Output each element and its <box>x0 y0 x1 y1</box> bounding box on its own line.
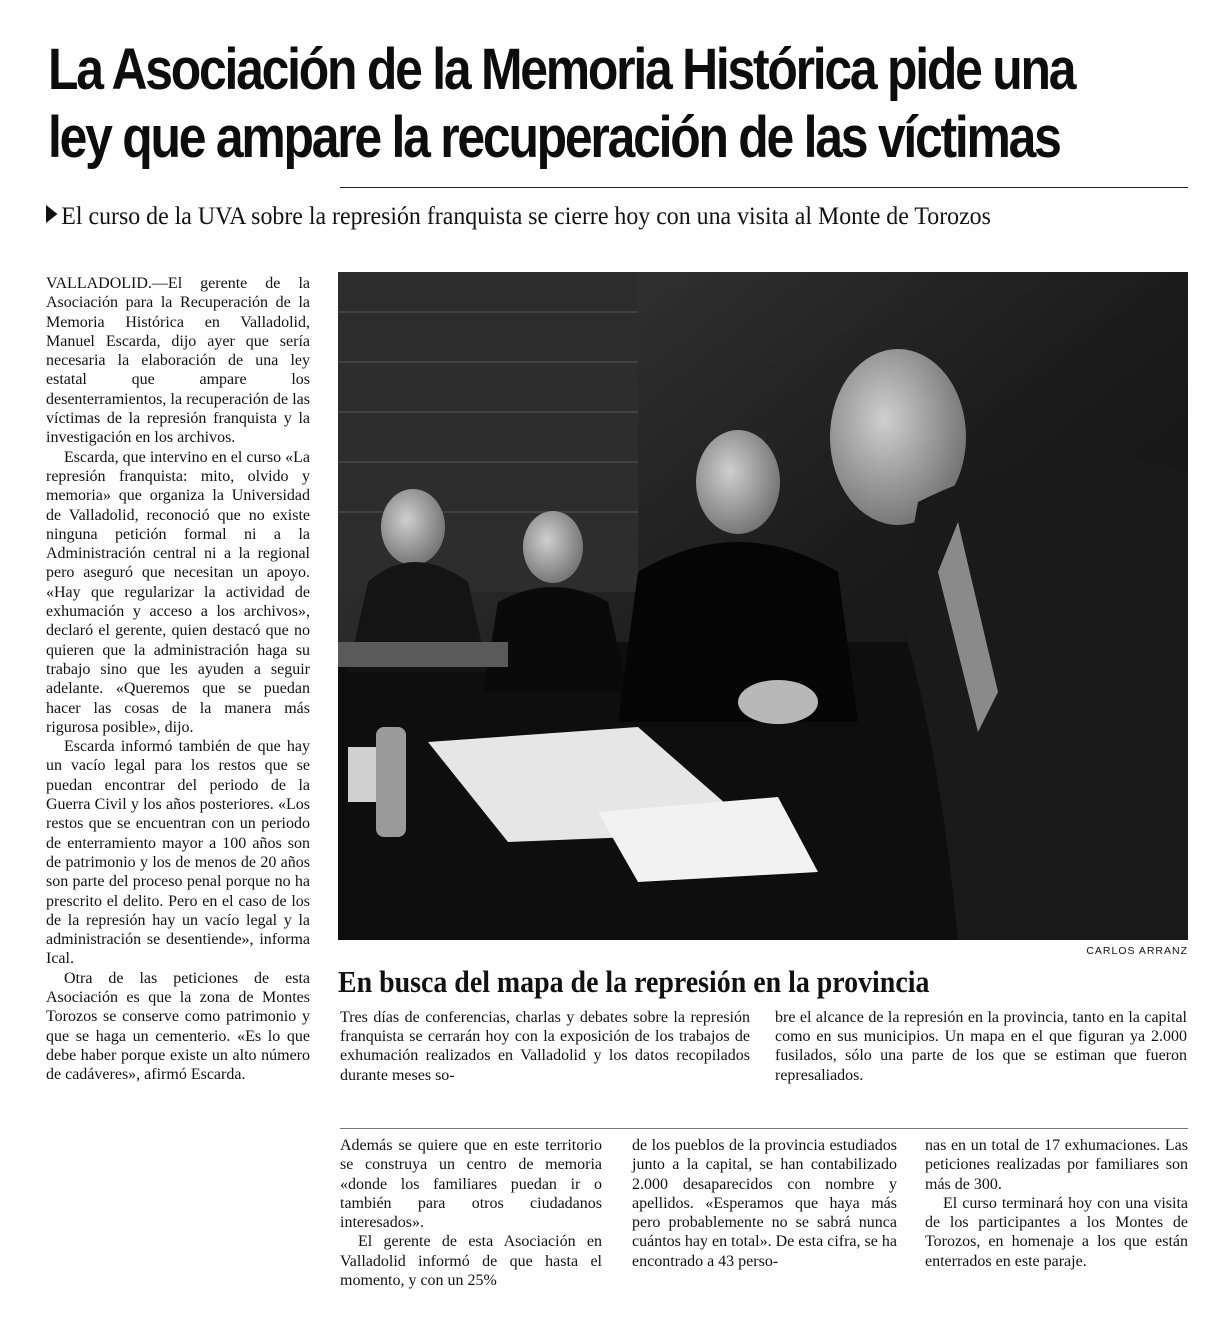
sidebar-column-3 <box>925 1136 1188 1271</box>
paragraph: El curso terminará hoy con una visita de los participantes a los Montes de Torozos, en homenaje a los que están enterrados en este paraje. <box>925 1194 1188 1270</box>
triangle-bullet-icon <box>46 205 57 223</box>
headline <box>48 36 1075 172</box>
news-photo <box>338 272 1188 940</box>
headline-line-2: ley que ampare la recuperación de las víctimas <box>48 105 1060 170</box>
sidebar-divider <box>340 1128 1188 1129</box>
sidebar-title: En busca del mapa de la represión en la provincia <box>338 964 930 999</box>
photo-credit: CARLOS ARRANZ <box>1086 945 1188 957</box>
deck <box>46 200 1173 234</box>
paragraph: VALLADOLID.—El gerente de la Asociación para la Recuperación de la Memoria Histórica en Valladolid, Manuel Escarda, dijo ayer que sería necesaria la elaboración de una ley estatal que ampare los desenterramientos, la recuperación de las víctimas de la represión franquista y la investigación en los archivos. <box>46 275 310 447</box>
paragraph: El gerente de esta Asociación en Valladolid informó de que hasta el momento, y con un 25% <box>340 1233 602 1290</box>
headline-line-1: La Asociación de la Memoria Histórica pide una <box>48 37 1075 102</box>
deck-rule <box>340 187 1188 188</box>
sidebar-intro-right <box>775 1008 1187 1085</box>
paragraph: bre el alcance de la represión en la provincia, tanto en la capital como en sus municipios. Un mapa en el que figuran ya 2.000 fusilados, sólo una parte de los que se estiman que fueron represaliados. <box>775 1009 1187 1084</box>
paragraph: Escarda, que intervino en el curso «La represión franquista: mito, olvido y memoria» que organiza la Universidad de Valladolid, reconoció que no existe ninguna petición formal ni a la Administración central ni a la regional pero aseguró que necesitan un apoyo. «Hay que regularizar la actividad de exhumación y acceso a los archivos», declaró el gerente, quien destacó que no quieren que la administración haga su trabajo sino que les ayuden a seguir adelante. «Queremos que se puedan hacer las cosas de la manera más rigurosa posible», dijo. <box>46 448 310 736</box>
sidebar-intro-left <box>340 1008 750 1085</box>
paragraph: Escarda informó también de que hay un vacío legal para los restos que se puedan encontrar del periodo de la Guerra Civil y los años posteriores. «Los restos que se encuentran con un periodo de enterramiento mayor a 100 años son de patrimonio y los de menos de 20 años son parte del proceso penal porque no ha prescrito el delito. Pero en el caso de los de la represión hay un vacío legal y la administración se desentiende», informa Ical. <box>46 738 310 968</box>
paragraph: Otra de las peticiones de esta Asociación es que la zona de Montes Torozos se conserve como patrimonio y que se haga un cementerio. «Es lo que debe haber porque existe un alto número de cadáveres», afirmó Escarda. <box>46 969 310 1084</box>
paragraph: Tres días de conferencias, charlas y debates sobre la represión franquista se cerrarán hoy con la exposición de los trabajos de exhumación realizados en Valladolid y los datos recopilados durante meses so- <box>340 1009 750 1084</box>
paragraph: de los pueblos de la provincia estudiados junto a la capital, se han contabilizado 2.000 desaparecidos con nombre y apellidos. «Esperamos que haya más pero probablemente no se sabrá nunca cuántos hay en total». De esta cifra, se ha encontrado a 43 perso- <box>632 1137 897 1270</box>
sidebar-column-1 <box>340 1136 602 1290</box>
article-column-1 <box>46 274 310 1084</box>
sidebar-column-2 <box>632 1136 897 1271</box>
paragraph: nas en un total de 17 exhumaciones. Las peticiones realizadas por familiares son más de 300. <box>925 1137 1188 1193</box>
deck-text: El curso de la UVA sobre la represión franquista se cierre hoy con una visita al Monte de Torozos <box>61 203 991 230</box>
paragraph: Además se quiere que en este territorio se construya un centro de memoria «donde los familiares puedan ir o también para otros ciudadanos interesados». <box>340 1137 602 1232</box>
